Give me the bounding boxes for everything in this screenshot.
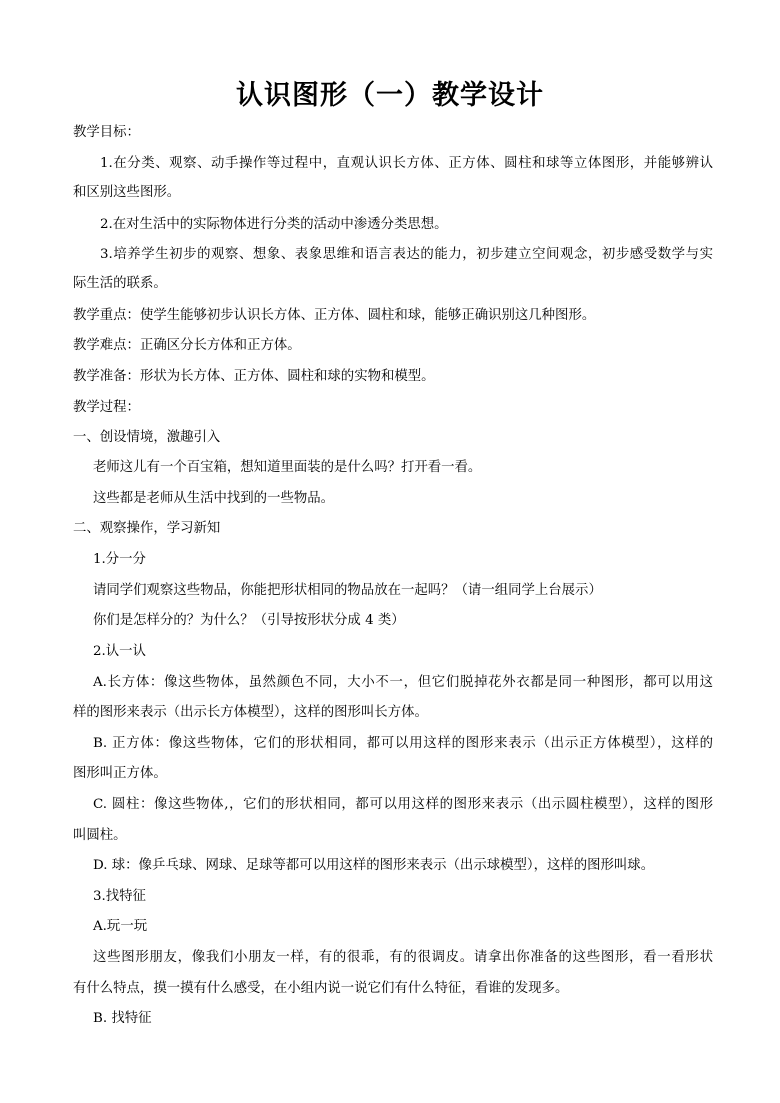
- process-heading: 教学过程：: [73, 400, 140, 415]
- goal-1-line-2: 和区别这些图形。: [73, 185, 181, 200]
- cuboid-line-2: 样的图形来表示（出示长方体模型），这样的图形叫长方体。: [73, 705, 428, 720]
- goal-3-line-1: 3.培养学生初步的观察、想象、表象思维和语言表达的能力，初步建立空间观念，初步感受数学与实: [100, 247, 713, 262]
- section-1-paragraph-1: 老师这儿有一个百宝箱，想知道里面装的是什么吗？打开看一看。: [93, 460, 482, 475]
- cube-line-2: 图形叫正方体。: [73, 766, 167, 781]
- key-point: 教学重点：使学生能够初步认识长方体、正方体、圆柱和球，能够正确识别这几种图形。: [73, 308, 596, 323]
- step-1-paragraph-1: 请同学们观察这些物品，你能把形状相同的物品放在一起吗？（请一组同学上台展示）: [93, 583, 602, 598]
- goal-3-line-2: 际生活的联系。: [73, 276, 167, 291]
- step-1-heading: 1.分一分: [93, 552, 146, 567]
- goal-1-line-1: 1.在分类、观察、动手操作等过程中，直观认识长方体、正方体、圆柱和球等立体图形，并能够辨认: [100, 156, 713, 171]
- section-2-heading: 二、观察操作，学习新知: [73, 521, 221, 536]
- find-features-heading: B. 找特征: [93, 1011, 152, 1026]
- section-1-paragraph-2: 这些都是老师从生活中找到的一些物品。: [93, 491, 335, 506]
- section-1-heading: 一、创设情境，激趣引入: [73, 430, 221, 445]
- document-title: 认识图形（一）教学设计: [236, 80, 544, 111]
- step-2-heading: 2.认一认: [93, 644, 146, 659]
- step-1-paragraph-2: 你们是怎样分的？为什么？（引导按形状分成 4 类）: [93, 613, 405, 628]
- goal-heading: 教学目标：: [73, 125, 140, 140]
- goal-2: 2.在对生活中的实际物体进行分类的活动中渗透分类思想。: [100, 217, 448, 232]
- preparation: 教学准备：形状为长方体、正方体、圆柱和球的实物和模型。: [73, 369, 435, 384]
- cuboid-line-1: A.长方体：像这些物体，虽然颜色不同，大小不一，但它们脱掉花外衣都是同一种图形，都可以用这: [93, 675, 713, 690]
- step-3-heading: 3.找特征: [93, 889, 146, 904]
- cube-line-1: B. 正方体：像这些物体，它们的形状相同，都可以用这样的图形来表示（出示正方体模型），这样的: [93, 736, 713, 751]
- sphere-line: D. 球：像乒乓球、网球、足球等都可以用这样的图形来表示（出示球模型），这样的图形叫球。: [93, 858, 655, 873]
- cylinder-line-1: C. 圆柱：像这些物体,，它们的形状相同，都可以用这样的图形来表示（出示圆柱模型），这样的图形: [93, 797, 713, 812]
- difficulty: 教学难点：正确区分长方体和正方体。: [73, 338, 301, 353]
- play-line-2: 有什么特点，摸一摸有什么感受，在小组内说一说它们有什么特征，看谁的发现多。: [73, 981, 569, 996]
- cylinder-line-2: 叫圆柱。: [73, 828, 127, 843]
- play-heading: A.玩一玩: [93, 919, 148, 934]
- play-line-1: 这些图形朋友，像我们小朋友一样，有的很乖，有的很调皮。请拿出你准备的这些图形，看一看形状: [93, 950, 713, 965]
